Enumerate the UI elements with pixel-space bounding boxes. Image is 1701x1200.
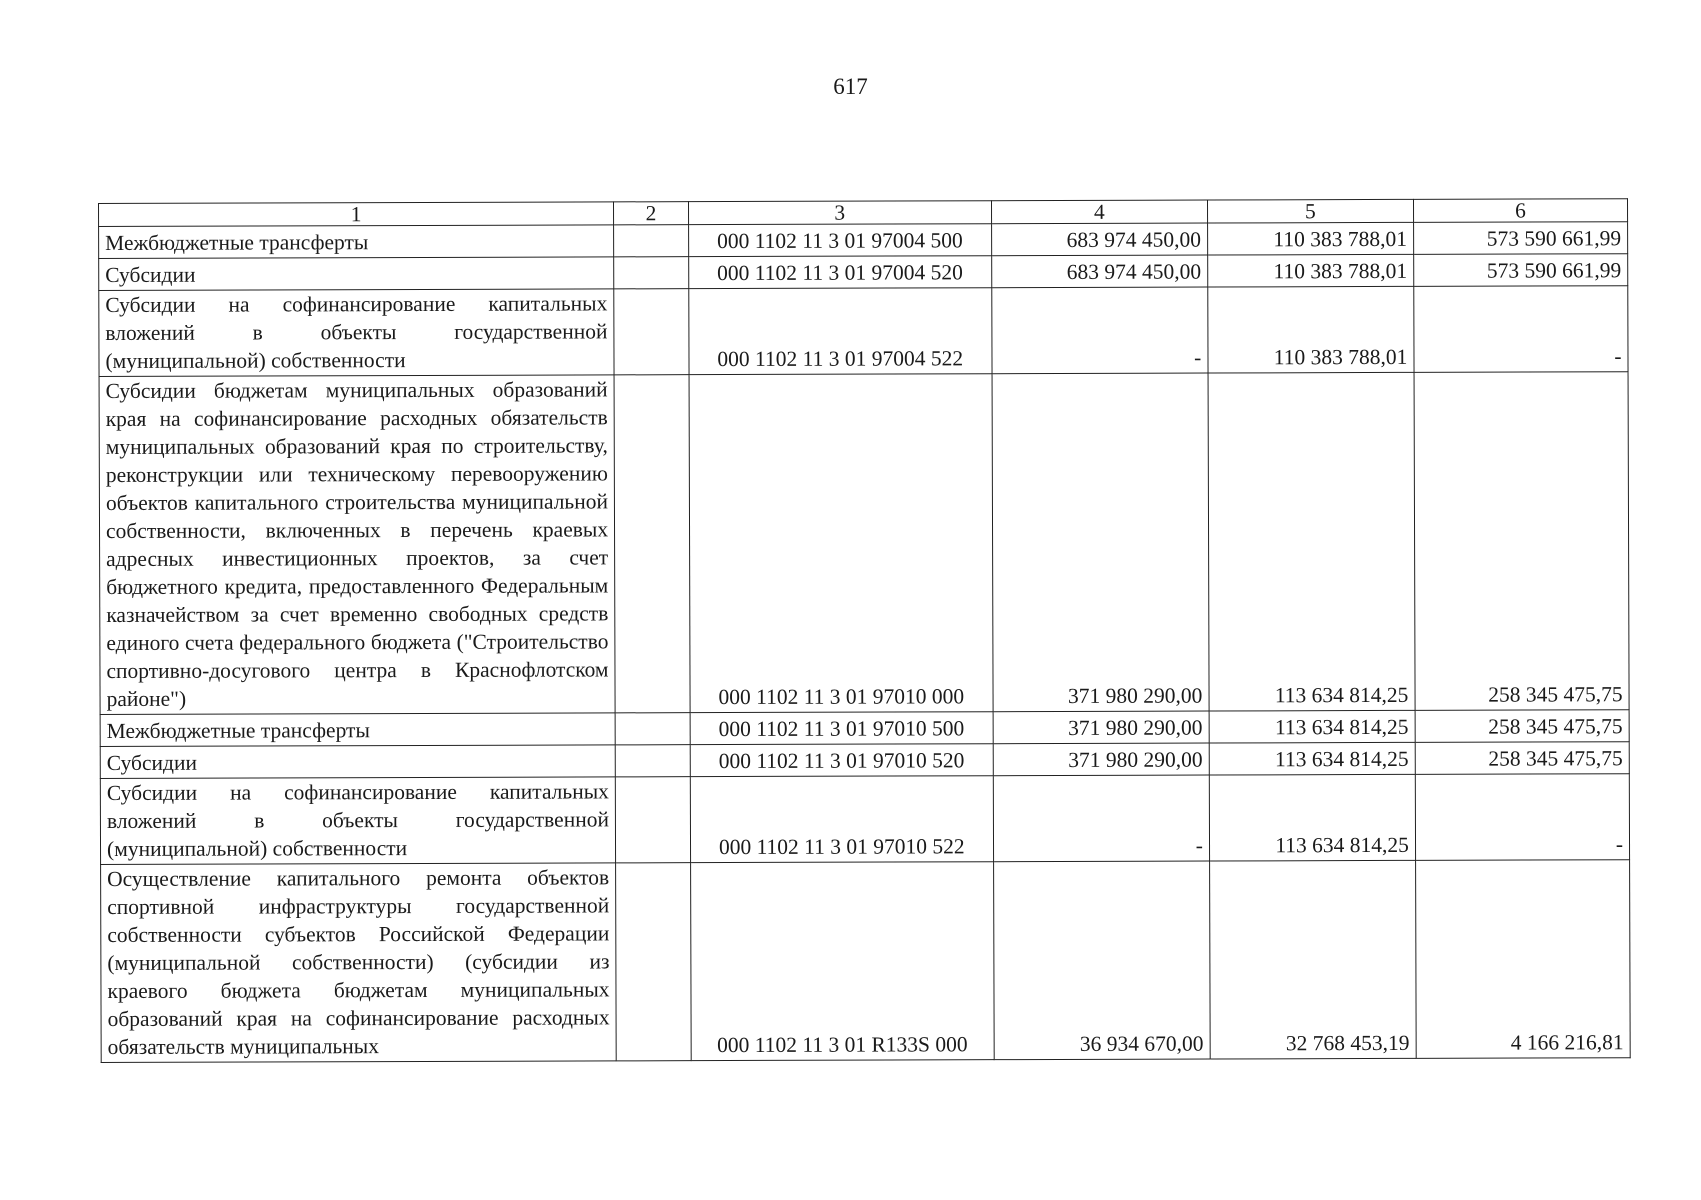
row-value-4: - xyxy=(993,775,1209,862)
row-col2 xyxy=(614,289,689,375)
row-value-6: - xyxy=(1415,774,1629,861)
row-code: 000 1102 11 3 01 97010 520 xyxy=(690,744,993,777)
row-name: Субсидии бюджетам муниципальных образований края на софинансирование расходных обязательств муниципальных образований края по строительству, реконструкции или техническому перевооружению объектов капитального строительства муниципальной собственности, включенных в перечень краевых адресных инвестиционных проектов, за счет бюджетного кредита, предоставленного Федеральным казначейством за счет временно свободных средств единого счета федерального бюджета ("Строительство спортивно-досугового центра в Краснофлотском районе") xyxy=(99,375,615,715)
row-code: 000 1102 11 3 01 97010 522 xyxy=(690,776,993,863)
row-value-4: 683 974 450,00 xyxy=(991,255,1207,288)
table-row xyxy=(99,222,1628,259)
table-row xyxy=(100,710,1629,747)
row-col2 xyxy=(616,863,691,1061)
header-col-3: 3 xyxy=(688,201,991,225)
row-col2 xyxy=(614,375,690,713)
row-col2 xyxy=(615,745,690,777)
row-name: Субсидии xyxy=(99,257,614,291)
table-row xyxy=(101,860,1631,1063)
table-row xyxy=(100,774,1629,865)
row-value-4: 36 934 670,00 xyxy=(993,861,1210,1060)
row-value-5: 113 634 814,25 xyxy=(1209,710,1415,743)
row-code: 000 1102 11 3 01 97004 500 xyxy=(688,224,991,257)
row-value-4: 371 980 290,00 xyxy=(992,373,1209,712)
row-name: Субсидии на софинансирование капитальных вложений в объекты государственной (муниципальной) собственности xyxy=(99,289,614,377)
row-name: Осуществление капитального ремонта объектов спортивной инфраструктуры государственной собственности субъектов Российской Федерации (муниципальной собственности) (субсидии из краевого бюджета бюджетам муниципальных образований края на софинансирование расходных обязательств муниципальных xyxy=(101,863,617,1063)
row-name: Межбюджетные трансферты xyxy=(100,713,615,747)
row-value-5: 110 383 788,01 xyxy=(1208,254,1414,287)
row-col2 xyxy=(614,225,689,257)
row-value-5: 113 634 814,25 xyxy=(1208,372,1415,711)
row-col2 xyxy=(615,777,690,863)
header-col-1: 1 xyxy=(99,202,614,227)
page-number: 617 xyxy=(833,74,868,99)
row-value-4: 371 980 290,00 xyxy=(993,711,1209,744)
table-row xyxy=(99,372,1629,715)
row-name: Субсидии на софинансирование капитальных вложений в объекты государственной (муниципальной) собственности xyxy=(100,777,615,865)
row-code: 000 1102 11 3 01 97010 500 xyxy=(690,712,993,745)
header-col-2: 2 xyxy=(614,202,689,225)
row-value-4: - xyxy=(992,287,1208,374)
row-code: 000 1102 11 3 01 97010 000 xyxy=(689,374,993,713)
row-value-5: 110 383 788,01 xyxy=(1207,222,1413,255)
row-value-6: 258 345 475,75 xyxy=(1415,742,1629,775)
table-row xyxy=(99,254,1628,291)
row-value-4: 371 980 290,00 xyxy=(993,743,1209,776)
row-value-6: 4 166 216,81 xyxy=(1415,860,1630,1059)
row-col2 xyxy=(614,257,689,289)
row-name: Межбюджетные трансферты xyxy=(99,225,614,259)
row-value-6: 258 345 475,75 xyxy=(1414,372,1629,711)
header-col-6: 6 xyxy=(1413,199,1627,223)
row-value-5: 32 768 453,19 xyxy=(1209,860,1416,1059)
table-row xyxy=(100,742,1629,779)
table-body xyxy=(99,222,1631,1063)
header-col-4: 4 xyxy=(991,200,1207,224)
row-name: Субсидии xyxy=(100,745,615,779)
budget-table xyxy=(98,198,1631,1063)
row-value-6: - xyxy=(1414,286,1628,373)
row-value-6: 258 345 475,75 xyxy=(1415,710,1629,743)
row-value-5: 110 383 788,01 xyxy=(1208,286,1414,373)
row-code: 000 1102 11 3 01 R133S 000 xyxy=(690,862,994,1061)
row-value-5: 113 634 814,25 xyxy=(1209,742,1415,775)
header-col-5: 5 xyxy=(1207,199,1413,223)
row-value-4: 683 974 450,00 xyxy=(991,223,1207,256)
row-value-6: 573 590 661,99 xyxy=(1413,222,1627,255)
row-col2 xyxy=(615,713,690,745)
row-code: 000 1102 11 3 01 97004 522 xyxy=(689,288,992,375)
row-code: 000 1102 11 3 01 97004 520 xyxy=(688,256,991,289)
table-row xyxy=(99,286,1628,377)
row-value-6: 573 590 661,99 xyxy=(1414,254,1628,287)
row-value-5: 113 634 814,25 xyxy=(1209,774,1415,861)
